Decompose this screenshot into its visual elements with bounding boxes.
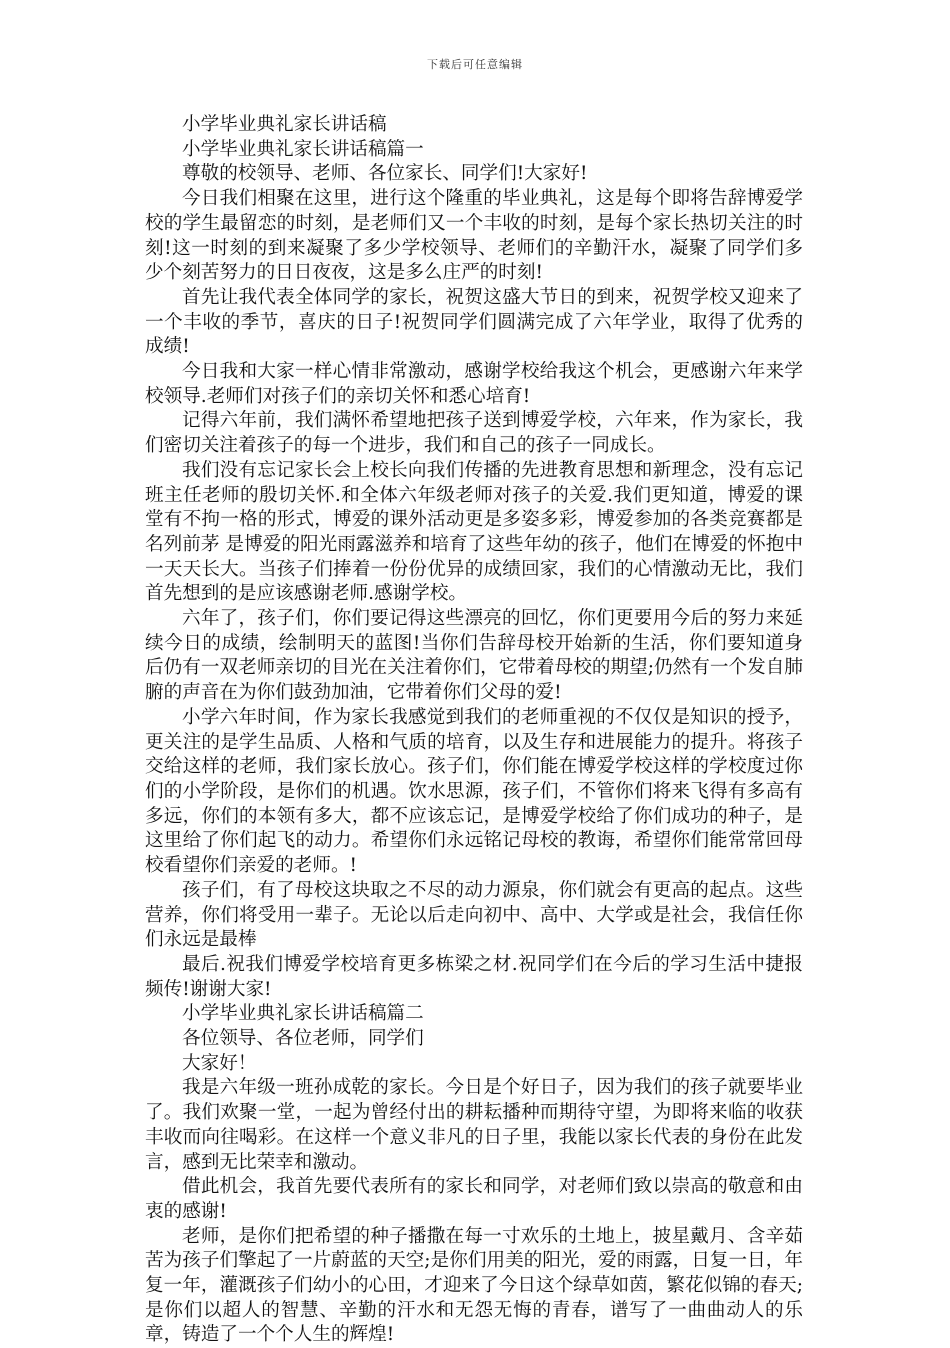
paragraph: 首先让我代表全体同学的家长，祝贺这盛大节日的到来，祝贺学校又迎来了一个丰收的季节，喜庆的日子!祝贺同学们圆满完成了六年学业，取得了优秀的成绩! [145, 286, 803, 358]
paragraph: 大家好！ [182, 1052, 257, 1074]
paragraph: 老师，是你们把希望的种子播撒在每一寸欢乐的土地上，披星戴月、含辛茹苦为孩子们擎起了一片蔚蓝的天空;是你们用美的阳光，爱的雨露，日复一日，年复一年，灌溉孩子们幼小的心田，才迎来了今日这个绿草如茵，繁花似锦的春天;是你们以超人的智慧、辛勤的汗水和无怨无悔的青春，谱写了一曲曲动人的乐章，铸造了一个个人生的辉煌! [145, 1225, 803, 1346]
paragraph: 尊敬的校领导、老师、各位家长、同学们!大家好! [182, 163, 588, 185]
paragraph: 今日我和大家一样心情非常激动，感谢学校给我这个机会，更感谢六年来学校领导.老师们对孩子们的亲切关怀和悉心培育! [145, 361, 803, 407]
paragraph: 六年了，孩子们，你们要记得这些漂亮的回忆，你们更要用今后的努力来延续今日的成绩，绘制明天的蓝图!当你们告辞母校开始新的生活，你们要知道身后仍有一双老师亲切的目光在关注着你们，它带着母校的期望;仍然有一个发自肺腑的声音在为你们鼓劲加油，它带着你们父母的爱! [145, 608, 803, 704]
paragraph: 我们没有忘记家长会上校长向我们传播的先进教育思想和新理念，没有忘记班主任老师的殷切关怀.和全体六年级老师对孩子的关爱.我们更知道，博爱的课堂有不拘一格的形式，博爱的课外活动更是多姿多彩，博爱参加的各类竞赛都是名列前茅 是博爱的阳光雨露滋养和培育了这些年幼的孩子，他们在博爱的怀抱中一天天长大。当孩子们捧着一份份优异的成绩回家，我们的心情激动无比，我们首先想到的是应该感谢老师.感谢学校。 [145, 459, 803, 605]
paragraph: 最后.祝我们博爱学校培育更多栋梁之材.祝同学们在今后的学习生活中捷报频传!谢谢大家! [145, 953, 803, 1000]
paragraph: 孩子们，有了母校这块取之不尽的动力源泉，你们就会有更高的起点。这些营养，你们将受用一辈子。无论以后走向初中、高中、大学或是社会，我信任你们永远是最棒 [145, 879, 803, 951]
paragraph: 借此机会，我首先要代表所有的家长和同学，对老师们致以崇高的敬意和由衷的感谢! [145, 1176, 803, 1222]
document-body [145, 113, 803, 1348]
paragraph: 记得六年前，我们满怀希望地把孩子送到博爱学校，六年来，作为家长，我们密切关注着孩子的每一个进步，我们和自己的孩子一同成长。 [145, 410, 803, 457]
document-title: 小学毕业典礼家长讲话稿 [182, 114, 387, 135]
paragraph: 我是六年级一班孙成乾的家长。今日是个好日子，因为我们的孩子就要毕业了。我们欢聚一堂，一起为曾经付出的耕耘播种而期待守望，为即将来临的收获丰收而向往喝彩。在这样一个意义非凡的日子里，我能以家长代表的身份在此发言，感到无比荣幸和激动。 [145, 1077, 803, 1173]
paragraph: 小学六年时间，作为家长我感觉到我们的老师重视的不仅仅是知识的授予，更关注的是学生品质、人格和气质的培育，以及生存和进展能力的提升。将孩子交给这样的老师，我们家长放心。孩子们，你们能在博爱学校这样的学校度过你们的小学阶段，是你们的机遇。饮水思源，孩子们，不管你们将来飞得有多高有多远，你们的本领有多大，都不应该忘记，是博爱学校给了你们成功的种子，是这里给了你们起飞的动力。希望你们永远铭记母校的教诲，希望你们能常常回母校看望你们亲爱的老师。! [145, 706, 803, 877]
section-heading-one: 小学毕业典礼家长讲话稿篇一 [182, 138, 424, 160]
paragraph: 各位领导、各位老师，同学们 [182, 1028, 424, 1050]
paragraph: 今日我们相聚在这里，进行这个隆重的毕业典礼，这是每个即将告辞博爱学校的学生最留恋的时刻，是老师们又一个丰收的时刻，是每个家长热切关注的时刻!这一时刻的到来凝聚了多少学校领导、老师们的辛勤汗水，凝聚了同学们多少个刻苦努力的日日夜夜，这是多么庄严的时刻! [145, 188, 803, 284]
page-header: 下载后可任意编辑 [427, 58, 523, 71]
section-heading-two: 小学毕业典礼家长讲话稿篇二 [182, 1003, 424, 1025]
